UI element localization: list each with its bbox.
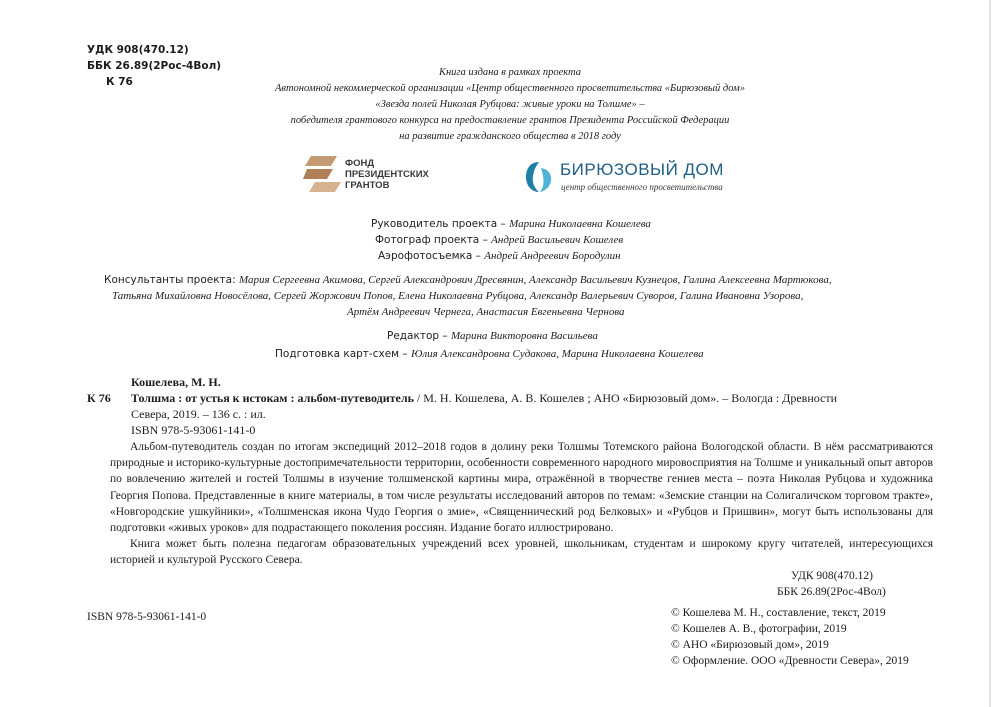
consultants-line-1 xyxy=(104,274,832,286)
project-line-4: победителя грантового конкурса на предоставление грантов Президента Российской Федерации xyxy=(290,115,730,126)
page-edge-divider xyxy=(989,0,991,707)
bib-abstract-text: Альбом-путеводитель создан по итогам экспедиций 2012–2018 годов в долину реки Толшмы Тотемского района Вологодской области. В нём рассматриваются природные и историко-культурные достопримечательности территории, особенности современного народного мировосприятия на Толшме и уникальный опыт авторов по вовлечению жителей и гостей Толшмы в изучение толшменской картины мира, отражённой в творчестве гениев места – поэта Николая Рубцова и художника Георгия Попова. Представленные в книге материалы, в том числе результаты исследований авторов по темам: «Земские станции на Солигаличском торговом тракте», «Новгородские ушкуйники», «Толшменская икона Чудо Георгия о змие», «Священнический род Белковых» и «Рубцов и Пришвин», могут быть использованы для подготовки «живых уроков» для подрастающего поколения россиян. Издание богато иллюстрировано. xyxy=(110,441,933,535)
copyright-line-4: © Оформление. ООО «Древности Севера», 2019 xyxy=(671,655,909,667)
project-lead-line xyxy=(371,218,651,230)
consultants-names-1: Мария Сергеевна Акимова, Сергей Александрович Дресвянин, Александр Васильевич Кузнецов, Галина Алексеевна Мартюкова, xyxy=(238,274,832,286)
bib-title-rest: / М. Н. Кошелева, А. В. Кошелев ; АНО «Бирюзовый дом». – Вологда : Древности xyxy=(413,391,838,405)
biryuzovyi-dom-subtitle: центр общественного просветительства xyxy=(561,182,723,192)
maps-line xyxy=(275,348,704,360)
photographer-role: Фотограф проекта – xyxy=(375,234,492,246)
fpg-text-line-2: ПРЕЗИДЕНТСКИХ xyxy=(345,169,429,180)
copyright-line-2: © Кошелев А. В., фотографии, 2019 xyxy=(671,623,847,635)
consultants-names-2: Татьяна Михайловна Новосёлова, Сергей Жоржович Попов, Елена Николаевна Рубцова, Александр Валерьевич Суворов, Галина Ивановна Узорова, xyxy=(112,290,804,302)
bib-bbk: ББК 26.89(2Рос-4Вол) xyxy=(777,586,886,598)
bib-audience-text: Книга может быть полезна педагогам образовательных учреждений всех уровней, школьникам, студентам и широкому кругу читателей, интересующихся историей и культурой Русского Севера. xyxy=(110,538,933,567)
project-line-2: Автономной некоммерческой организации «Центр общественного просветительства «Бирюзовый дом» xyxy=(275,83,745,94)
footer-isbn: ISBN 978-5-93061-141-0 xyxy=(87,611,207,623)
aerial-photo-name: Андрей Андреевич Бородулин xyxy=(484,250,621,262)
biryuzovyi-dom-emblem-icon xyxy=(524,160,554,194)
udk-code: УДК 908(470.12) xyxy=(87,44,189,56)
consultants-line-2 xyxy=(112,290,803,302)
author-mark: К 76 xyxy=(106,76,133,88)
presidential-grants-fund-logo xyxy=(303,152,453,200)
bib-udk: УДК 908(470.12) xyxy=(791,570,873,582)
project-line-3: «Звезда полей Николая Рубцова: живые уроки на Толшме» – xyxy=(375,99,645,110)
bib-abstract xyxy=(110,439,933,569)
bib-author-mark: К 76 xyxy=(87,391,111,405)
project-line-5: на развитие гражданского общества в 2018 году xyxy=(399,131,621,142)
bib-title: Толшма : от устья к истокам : альбом-путеводитель xyxy=(131,391,414,405)
maps-names: Юлия Александровна Судакова, Марина Николаевна Кошелева xyxy=(411,348,704,360)
editor-role: Редактор – xyxy=(387,330,451,342)
bbk-code: ББК 26.89(2Рос-4Вол) xyxy=(87,60,222,72)
photographer-name: Андрей Васильевич Кошелев xyxy=(491,234,624,246)
editor-line xyxy=(387,330,598,342)
aerial-photo-line xyxy=(378,250,621,262)
consultants-line-3 xyxy=(347,306,625,318)
bib-title-line-2: Севера, 2019. – 136 с. : ил. xyxy=(131,407,266,421)
editor-name: Марина Викторовна Васильева xyxy=(450,330,598,342)
biryuzovyi-dom-logo xyxy=(524,158,744,198)
biryuzovyi-dom-title: БИРЮЗОВЫЙ ДОМ xyxy=(560,160,724,179)
aerial-photo-role: Аэрофотосъемка – xyxy=(378,250,485,262)
photographer-line xyxy=(375,234,623,246)
project-lead-role: Руководитель проекта – xyxy=(371,218,510,230)
consultants-names-3: Артём Андреевич Чернега, Анастасия Евгеньевна Чернова xyxy=(347,306,625,318)
bib-isbn: ISBN 978-5-93061-141-0 xyxy=(131,423,256,437)
maps-role: Подготовка карт-схем – xyxy=(275,348,412,360)
bib-title-line-1 xyxy=(131,391,837,406)
fpg-text-line-1: ФОНД xyxy=(345,158,375,169)
fpg-text-line-3: ГРАНТОВ xyxy=(345,180,390,191)
bib-author: Кошелева, М. Н. xyxy=(131,375,221,389)
consultants-role: Консультанты проекта: xyxy=(104,274,239,286)
fpg-emblem-icon xyxy=(303,156,341,196)
copyright-line-1: © Кошелева М. Н., составление, текст, 2019 xyxy=(671,607,886,619)
project-line-1: Книга издана в рамках проекта xyxy=(439,67,581,78)
project-lead-name: Марина Николаевна Кошелева xyxy=(509,218,651,230)
copyright-line-3: © АНО «Бирюзовый дом», 2019 xyxy=(671,639,829,651)
